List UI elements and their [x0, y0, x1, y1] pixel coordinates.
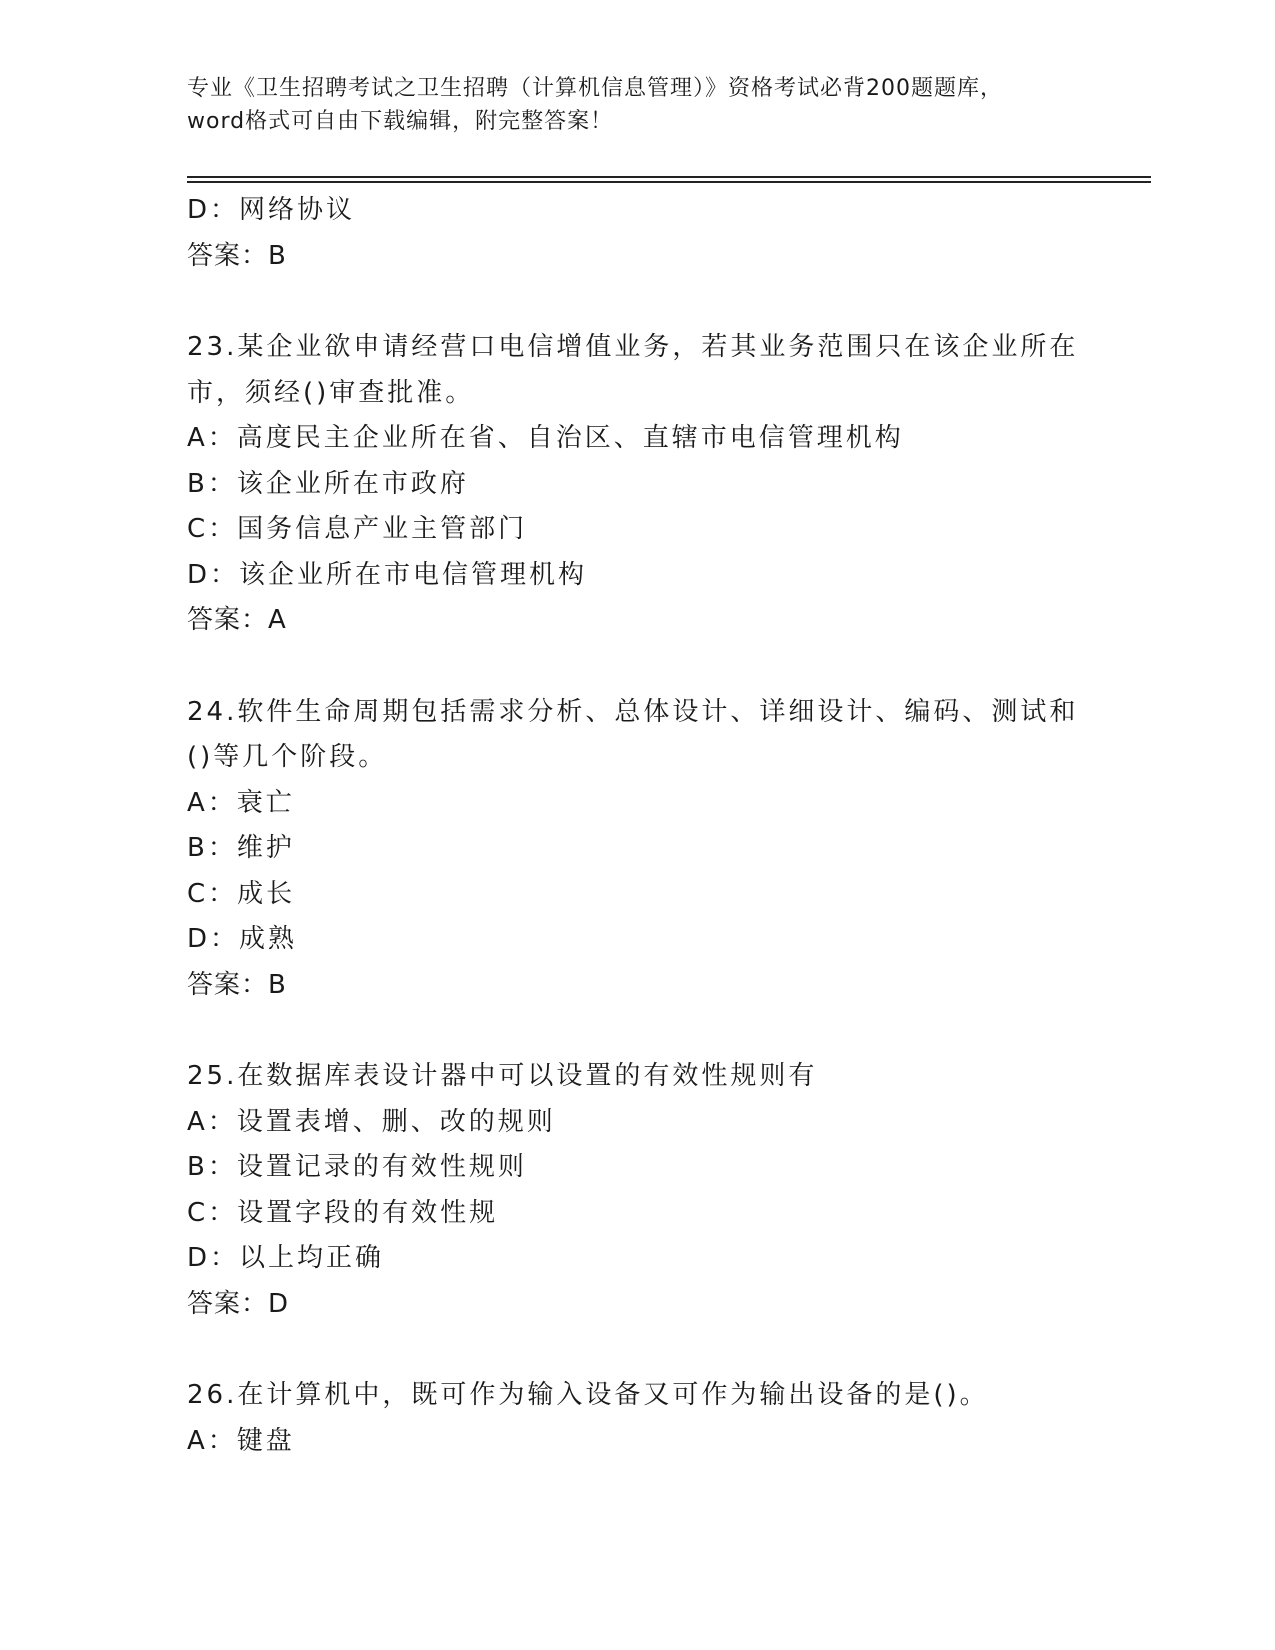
option-d: D：以上均正确	[187, 1243, 385, 1273]
header-line-2: word格式可自由下载编辑，附完整答案！	[187, 109, 614, 134]
option-c: C：国务信息产业主管部门	[187, 514, 528, 544]
question-text-continued: ()等几个阶段。	[187, 742, 388, 772]
option-a: A：键盘	[187, 1425, 295, 1456]
spacer	[187, 644, 1087, 690]
header-divider-bottom	[187, 181, 1151, 183]
answer-line: 答案：B	[187, 240, 287, 271]
header-line-1: 专业《卫生招聘考试之卫生招聘（计算机信息管理）》资格考试必背200题题库，	[187, 76, 1003, 101]
option-a: A：高度民主企业所在省、自治区、直辖市电信管理机构	[187, 423, 904, 453]
question-text: 25.在数据库表设计器中可以设置的有效性规则有	[187, 1061, 818, 1091]
answer-line: 答案：A	[187, 605, 287, 635]
question-text: 23.某企业欲申请经营口电信增值业务，若其业务范围只在该企业所在	[187, 332, 1079, 362]
option-c: C：设置字段的有效性规	[187, 1197, 499, 1228]
question-block-26	[187, 1373, 1087, 1464]
question-text: 26.在计算机中，既可作为输入设备又可作为输出设备的是()。	[187, 1380, 989, 1410]
answer-line: 答案：B	[187, 969, 287, 1000]
option-c: C：成长	[187, 878, 296, 909]
spacer	[187, 279, 1087, 325]
question-text: 24.软件生命周期包括需求分析、总体设计、详细设计、编码、测试和	[187, 696, 1079, 727]
header-divider-top	[187, 176, 1151, 178]
option-b: B：该企业所在市政府	[187, 468, 469, 499]
option-d: D：成熟	[187, 924, 298, 954]
answer-line: 答案：D	[187, 1288, 290, 1319]
question-block-23	[187, 325, 1087, 644]
option-b: B：设置记录的有效性规则	[187, 1152, 527, 1182]
question-text-continued: 市，须经()审查批准。	[187, 377, 475, 408]
question-list	[187, 188, 1087, 1464]
question-block-24	[187, 690, 1087, 1009]
option-b: B：维护	[187, 833, 295, 863]
option-a: A：衰亡	[187, 787, 295, 818]
question-block-25	[187, 1054, 1087, 1327]
option-d: D：该企业所在市电信管理机构	[187, 559, 588, 590]
question-block-22	[187, 188, 1087, 279]
spacer	[187, 1327, 1087, 1373]
document-header	[187, 72, 1087, 138]
spacer	[187, 1008, 1087, 1054]
option-a: A：设置表增、删、改的规则	[187, 1106, 556, 1137]
option-d: D：网络协议	[187, 195, 356, 225]
